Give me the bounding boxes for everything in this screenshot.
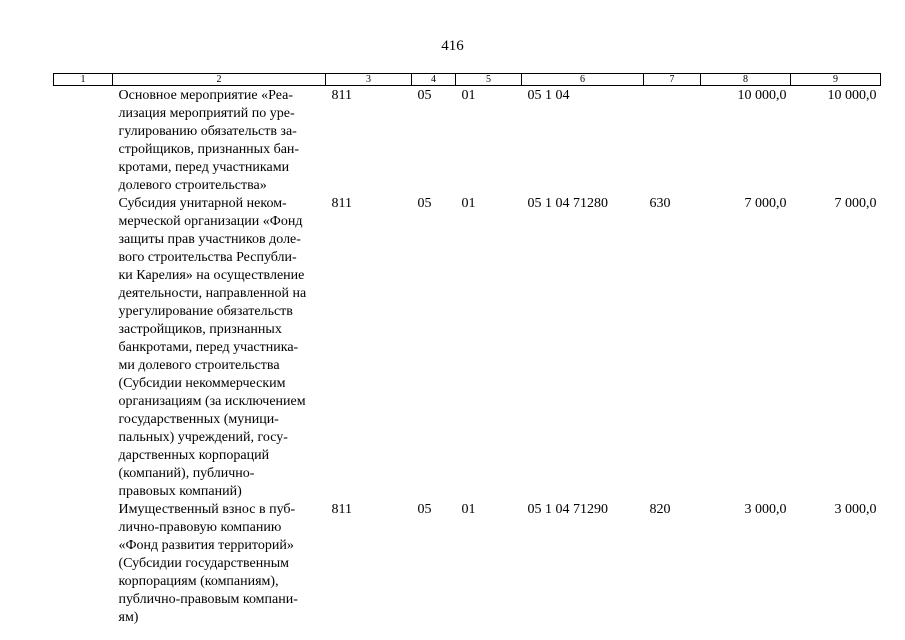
row-amount-1-cell: 7 000,0 [744,196,787,211]
row-name-line: Основное мероприятие «Реа- [118,88,293,103]
table-row [54,195,881,501]
row-name-line: «Фонд развития территорий» [118,538,294,553]
row-name-line: организациям (за исключением [118,394,306,409]
row-name-line: (Субсидии некоммерческим [118,376,286,391]
table-body [54,86,881,628]
column-header-8: 8 [701,74,791,86]
row-amount-1-cell: 10 000,0 [737,88,787,103]
row-name-line: ки Карелия» на осуществление [118,268,305,283]
row-code-cell: 811 [331,196,352,211]
row-amount-2-cell: 10 000,0 [827,88,877,103]
row-section-cell: 05 [417,88,432,103]
row-name-line: лизация мероприятий по уре- [118,106,295,121]
row-target-code-cell: 05 1 04 71280 [527,196,608,211]
row-name-line: деятельности, направленной на [118,286,307,301]
row-amount-2-cell: 7 000,0 [834,196,877,211]
row-name-line: кротами, перед участниками [118,160,290,175]
row-name-line: Имущественный взнос в пуб- [118,502,296,517]
column-header-4: 4 [412,74,456,86]
row-name-line: (Субсидии государственным [118,556,289,571]
row-name-line: государственных (муници- [118,412,279,427]
row-name-line: застройщиков, признанных [118,322,282,337]
row-name-line: пальных) учреждений, госу- [118,430,288,445]
row-subsection-cell: 01 [461,196,476,211]
row-target-code-cell: 05 1 04 [527,88,570,103]
row-name-line: мерческой организации «Фонд [118,214,303,229]
column-header-2: 2 [113,74,326,86]
column-header-6: 6 [522,74,644,86]
row-code-cell: 811 [331,502,352,517]
column-header-1: 1 [54,74,113,86]
row-number-cell [54,501,113,627]
row-name-line: Субсидия унитарной неком- [118,196,287,211]
row-name-line: (компаний), публично- [118,466,255,481]
row-section-cell: 05 [417,196,432,211]
row-name-line: урегулирование обязательств [118,304,293,319]
row-name-line: публично-правовым компани- [118,592,298,607]
row-number-cell [54,195,113,501]
row-name-line: вого строительства Республи- [118,250,297,265]
column-number-row [54,74,881,86]
row-name-line: правовых компаний) [118,484,242,499]
row-name-cell [113,195,326,501]
column-header-5: 5 [456,74,522,86]
row-name-line: долевого строительства» [118,178,267,193]
column-header-7: 7 [644,74,701,86]
column-header-3: 3 [326,74,412,86]
row-name-line: банкротами, перед участника- [118,340,299,355]
row-section-cell: 05 [417,502,432,517]
row-number-cell [54,86,113,196]
table-row [54,86,881,196]
row-name-line: ям) [118,610,139,625]
row-code-cell: 811 [331,88,352,103]
row-name-line: гулированию обязательств за- [118,124,297,139]
budget-table [53,73,881,627]
row-expense-type-cell [644,86,701,196]
row-subsection-cell: 01 [461,502,476,517]
row-subsection-cell: 01 [461,88,476,103]
row-expense-type-cell: 630 [649,196,671,211]
row-target-code-cell: 05 1 04 71290 [527,502,608,517]
row-name-line: корпорациям (компаниям), [118,574,279,589]
table-row [54,501,881,627]
row-amount-2-cell: 3 000,0 [834,502,877,517]
row-name-line: лично-правовую компанию [118,520,282,535]
row-name-line: стройщиков, признанных бан- [118,142,300,157]
row-name-line: защиты прав участников доле- [118,232,301,247]
row-expense-type-cell: 820 [649,502,671,517]
row-name-cell [113,86,326,196]
row-name-line: ми долевого строительства [118,358,280,373]
row-amount-1-cell: 3 000,0 [744,502,787,517]
page-number: 416 [441,38,464,54]
row-name-cell [113,501,326,627]
column-header-9: 9 [791,74,881,86]
row-name-line: дарственных корпораций [118,448,270,463]
